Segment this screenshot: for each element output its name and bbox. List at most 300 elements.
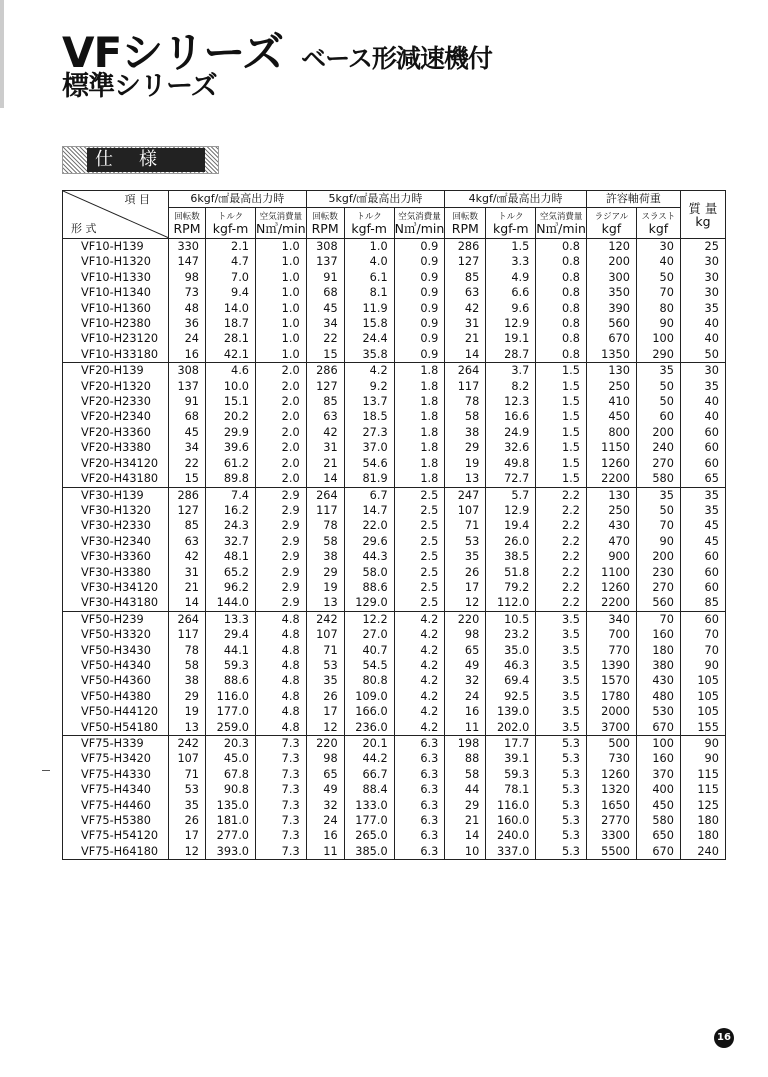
value-cell: 7.3 — [256, 751, 307, 766]
table-row — [63, 844, 726, 860]
value-cell: 78 — [169, 643, 206, 658]
value-cell: 4.8 — [256, 673, 307, 688]
sub-header-label: 空気消費量 — [539, 211, 583, 222]
value-cell: 5.7 — [486, 487, 536, 503]
value-cell: 1390 — [586, 658, 636, 673]
value-cell: 90.8 — [206, 782, 256, 797]
value-cell: 67.8 — [206, 767, 256, 782]
value-cell: 21 — [306, 456, 344, 471]
value-cell: 1.0 — [256, 347, 307, 363]
value-cell: 1.8 — [394, 456, 445, 471]
value-cell: 13.7 — [344, 394, 394, 409]
value-cell: 3.5 — [536, 720, 587, 736]
value-cell: 135.0 — [206, 798, 256, 813]
value-cell: 88.6 — [344, 580, 394, 595]
model-cell: VF50-H3430 — [63, 643, 169, 658]
value-cell: 6.3 — [394, 798, 445, 813]
value-cell: 91 — [306, 270, 344, 285]
value-cell: 32 — [306, 798, 344, 813]
value-cell: 286 — [306, 363, 344, 379]
value-cell: 160 — [636, 751, 680, 766]
value-cell: 85 — [680, 595, 725, 611]
value-cell: 15.1 — [206, 394, 256, 409]
value-cell: 236.0 — [344, 720, 394, 736]
value-cell: 3.5 — [536, 643, 587, 658]
value-cell: 5.3 — [536, 798, 587, 813]
table-row — [63, 487, 726, 503]
value-cell: 60 — [680, 580, 725, 595]
value-cell: 2.2 — [536, 503, 587, 518]
table-row — [63, 285, 726, 300]
value-cell: 1.8 — [394, 440, 445, 455]
value-cell: 147 — [169, 254, 206, 269]
value-cell: 1650 — [586, 798, 636, 813]
model-cell: VF20-H1320 — [63, 379, 169, 394]
value-cell: 670 — [636, 720, 680, 736]
value-cell: 90 — [680, 751, 725, 766]
value-cell: 385.0 — [344, 844, 394, 860]
value-cell: 220 — [306, 736, 344, 752]
value-cell: 35 — [445, 549, 486, 564]
value-cell: 31 — [169, 565, 206, 580]
table-row — [63, 409, 726, 424]
value-cell: 85 — [306, 394, 344, 409]
page-number: 16 — [714, 1028, 734, 1048]
value-cell: 12.3 — [486, 394, 536, 409]
table-row — [63, 549, 726, 564]
value-cell: 800 — [586, 425, 636, 440]
value-cell: 15 — [306, 347, 344, 363]
value-cell: 139.0 — [486, 704, 536, 719]
value-cell: 2200 — [586, 471, 636, 487]
value-cell: 27.0 — [344, 627, 394, 642]
value-cell: 133.0 — [344, 798, 394, 813]
value-cell: 330 — [169, 239, 206, 255]
value-cell: 10 — [445, 844, 486, 860]
value-cell: 6.1 — [344, 270, 394, 285]
value-cell: 160 — [636, 627, 680, 642]
value-cell: 3700 — [586, 720, 636, 736]
value-cell: 670 — [586, 331, 636, 346]
value-cell: 1.8 — [394, 409, 445, 424]
value-cell: 137 — [306, 254, 344, 269]
table-row — [63, 440, 726, 455]
value-cell: 4.8 — [256, 658, 307, 673]
value-cell: 177.0 — [344, 813, 394, 828]
value-cell: 3.7 — [486, 363, 536, 379]
value-cell: 4.8 — [256, 643, 307, 658]
value-cell: 12.9 — [486, 503, 536, 518]
model-cell: VF20-H3360 — [63, 425, 169, 440]
value-cell: 115 — [680, 782, 725, 797]
value-cell: 200 — [636, 425, 680, 440]
model-cell: VF20-H2340 — [63, 409, 169, 424]
value-cell: 137 — [169, 379, 206, 394]
value-cell: 63 — [306, 409, 344, 424]
value-cell: 240.0 — [486, 828, 536, 843]
table-row — [63, 503, 726, 518]
table-row — [63, 627, 726, 642]
value-cell: 116.0 — [486, 798, 536, 813]
value-cell: 2200 — [586, 595, 636, 611]
value-cell: 44.1 — [206, 643, 256, 658]
value-cell: 340 — [586, 611, 636, 627]
value-cell: 53 — [445, 534, 486, 549]
value-cell: 10.5 — [486, 611, 536, 627]
value-cell: 70 — [680, 643, 725, 658]
value-cell: 2.5 — [394, 580, 445, 595]
value-cell: 107 — [169, 751, 206, 766]
value-cell: 1.5 — [536, 363, 587, 379]
value-cell: 15.8 — [344, 316, 394, 331]
model-cell: VF75-H64180 — [63, 844, 169, 860]
sub-header-unit: N㎥/min — [256, 220, 306, 236]
model-cell: VF50-H3320 — [63, 627, 169, 642]
value-cell: 900 — [586, 549, 636, 564]
value-cell: 19 — [445, 456, 486, 471]
value-cell: 2.5 — [394, 595, 445, 611]
value-cell: 337.0 — [486, 844, 536, 860]
sub-header-label: トルク — [498, 211, 524, 222]
value-cell: 19 — [169, 704, 206, 719]
value-cell: 410 — [586, 394, 636, 409]
group-header-4kgf: 4kgf/㎠最高出力時 — [445, 191, 587, 208]
value-cell: 5.3 — [536, 813, 587, 828]
sub-header-cell — [169, 208, 206, 239]
table-row — [63, 534, 726, 549]
value-cell: 40 — [636, 254, 680, 269]
value-cell: 125 — [680, 798, 725, 813]
value-cell: 198 — [445, 736, 486, 752]
value-cell: 0.8 — [536, 285, 587, 300]
value-cell: 60 — [636, 409, 680, 424]
value-cell: 73 — [169, 285, 206, 300]
model-cell: VF50-H44120 — [63, 704, 169, 719]
value-cell: 650 — [636, 828, 680, 843]
value-cell: 45 — [680, 518, 725, 533]
value-cell: 32.6 — [486, 440, 536, 455]
value-cell: 2.2 — [536, 518, 587, 533]
value-cell: 45 — [169, 425, 206, 440]
value-cell: 2.1 — [206, 239, 256, 255]
value-cell: 50 — [636, 503, 680, 518]
table-row — [63, 363, 726, 379]
value-cell: 17.7 — [486, 736, 536, 752]
value-cell: 58 — [169, 658, 206, 673]
table-row — [63, 643, 726, 658]
value-cell: 80 — [636, 301, 680, 316]
value-cell: 45 — [306, 301, 344, 316]
value-cell: 71 — [445, 518, 486, 533]
value-cell: 14.0 — [206, 301, 256, 316]
value-cell: 1.5 — [536, 471, 587, 487]
value-cell: 2.0 — [256, 425, 307, 440]
value-cell: 50 — [636, 270, 680, 285]
value-cell: 30 — [680, 285, 725, 300]
value-cell: 1.8 — [394, 379, 445, 394]
value-cell: 116.0 — [206, 689, 256, 704]
value-cell: 120 — [586, 239, 636, 255]
value-cell: 0.8 — [536, 239, 587, 255]
value-cell: 42 — [306, 425, 344, 440]
value-cell: 105 — [680, 689, 725, 704]
value-cell: 12 — [169, 844, 206, 860]
value-cell: 117 — [445, 379, 486, 394]
value-cell: 117 — [306, 503, 344, 518]
value-cell: 46.3 — [486, 658, 536, 673]
value-cell: 40 — [680, 331, 725, 346]
value-cell: 35.8 — [344, 347, 394, 363]
value-cell: 130 — [586, 487, 636, 503]
sub-header-unit: kgf-m — [351, 220, 387, 236]
value-cell: 17 — [445, 580, 486, 595]
value-cell: 2.9 — [256, 549, 307, 564]
value-cell: 44.3 — [344, 549, 394, 564]
value-cell: 70 — [636, 611, 680, 627]
value-cell: 0.9 — [394, 239, 445, 255]
model-cell: VF50-H4380 — [63, 689, 169, 704]
value-cell: 4.8 — [256, 720, 307, 736]
value-cell: 1.0 — [256, 270, 307, 285]
value-cell: 1.8 — [394, 471, 445, 487]
value-cell: 393.0 — [206, 844, 256, 860]
value-cell: 264 — [169, 611, 206, 627]
table-row — [63, 767, 726, 782]
value-cell: 35 — [680, 301, 725, 316]
value-cell: 12.9 — [486, 316, 536, 331]
sub-header-unit: kgf-m — [492, 220, 529, 236]
value-cell: 4.7 — [206, 254, 256, 269]
value-cell: 65 — [680, 471, 725, 487]
value-cell: 5.3 — [536, 767, 587, 782]
value-cell: 9.6 — [486, 301, 536, 316]
value-cell: 13 — [169, 720, 206, 736]
value-cell: 242 — [306, 611, 344, 627]
value-cell: 19.4 — [486, 518, 536, 533]
value-cell: 0.9 — [394, 347, 445, 363]
value-cell: 130 — [586, 363, 636, 379]
value-cell: 8.2 — [486, 379, 536, 394]
corner-model-label: 形 式 — [71, 222, 97, 235]
model-cell: VF30-H3360 — [63, 549, 169, 564]
value-cell: 29 — [169, 689, 206, 704]
value-cell: 1150 — [586, 440, 636, 455]
value-cell: 1.5 — [536, 456, 587, 471]
table-row — [63, 301, 726, 316]
value-cell: 1.8 — [394, 363, 445, 379]
value-cell: 20.1 — [344, 736, 394, 752]
value-cell: 2770 — [586, 813, 636, 828]
value-cell: 16 — [306, 828, 344, 843]
model-cell: VF75-H4330 — [63, 767, 169, 782]
value-cell: 264 — [306, 487, 344, 503]
value-cell: 180 — [680, 813, 725, 828]
value-cell: 20.3 — [206, 736, 256, 752]
value-cell: 80.8 — [344, 673, 394, 688]
sub-header-cell — [636, 208, 680, 239]
sub-header-unit: N㎥/min — [536, 220, 586, 236]
value-cell: 54.5 — [344, 658, 394, 673]
value-cell: 81.9 — [344, 471, 394, 487]
value-cell: 4.6 — [206, 363, 256, 379]
value-cell: 2.0 — [256, 409, 307, 424]
value-cell: 250 — [586, 503, 636, 518]
value-cell: 202.0 — [486, 720, 536, 736]
value-cell: 290 — [636, 347, 680, 363]
value-cell: 70 — [636, 285, 680, 300]
value-cell: 0.9 — [394, 254, 445, 269]
model-cell: VF75-H4340 — [63, 782, 169, 797]
value-cell: 24 — [445, 689, 486, 704]
value-cell: 560 — [586, 316, 636, 331]
value-cell: 100 — [636, 331, 680, 346]
value-cell: 53 — [306, 658, 344, 673]
sub-header-cell — [206, 208, 256, 239]
value-cell: 48.1 — [206, 549, 256, 564]
value-cell: 60 — [680, 456, 725, 471]
value-cell: 300 — [586, 270, 636, 285]
value-cell: 24 — [306, 813, 344, 828]
title-suffix: ベース形減速機付 — [301, 44, 492, 73]
model-cell: VF10-H1330 — [63, 270, 169, 285]
value-cell: 5500 — [586, 844, 636, 860]
value-cell: 2.5 — [394, 549, 445, 564]
value-cell: 4.2 — [394, 704, 445, 719]
value-cell: 50 — [680, 347, 725, 363]
sub-header-label: 空気消費量 — [259, 211, 303, 222]
value-cell: 58 — [445, 767, 486, 782]
value-cell: 5.3 — [536, 736, 587, 752]
value-cell: 580 — [636, 813, 680, 828]
sub-header-cell — [536, 208, 587, 239]
value-cell: 51.8 — [486, 565, 536, 580]
value-cell: 2.0 — [256, 379, 307, 394]
value-cell: 286 — [169, 487, 206, 503]
value-cell: 35 — [680, 487, 725, 503]
value-cell: 68 — [306, 285, 344, 300]
model-cell: VF50-H239 — [63, 611, 169, 627]
value-cell: 1.0 — [256, 316, 307, 331]
value-cell: 29.6 — [344, 534, 394, 549]
value-cell: 40.7 — [344, 643, 394, 658]
table-row — [63, 828, 726, 843]
value-cell: 3.5 — [536, 704, 587, 719]
value-cell: 28.1 — [206, 331, 256, 346]
value-cell: 71 — [169, 767, 206, 782]
value-cell: 2.0 — [256, 394, 307, 409]
value-cell: 24.9 — [486, 425, 536, 440]
value-cell: 15 — [169, 471, 206, 487]
value-cell: 180 — [680, 828, 725, 843]
value-cell: 9.4 — [206, 285, 256, 300]
value-cell: 35.0 — [486, 643, 536, 658]
value-cell: 200 — [586, 254, 636, 269]
value-cell: 3.3 — [486, 254, 536, 269]
value-cell: 31 — [445, 316, 486, 331]
value-cell: 105 — [680, 704, 725, 719]
value-cell: 127 — [306, 379, 344, 394]
group-header-allowable-load: 許容軸荷重 — [586, 191, 680, 208]
value-cell: 39.1 — [486, 751, 536, 766]
value-cell: 88 — [445, 751, 486, 766]
value-cell: 27.3 — [344, 425, 394, 440]
sub-header-unit: kgf-m — [212, 220, 249, 236]
value-cell: 2.2 — [536, 565, 587, 580]
value-cell: 264 — [445, 363, 486, 379]
value-cell: 2.5 — [394, 534, 445, 549]
value-cell: 2000 — [586, 704, 636, 719]
value-cell: 72.7 — [486, 471, 536, 487]
value-cell: 91 — [169, 394, 206, 409]
table-row — [63, 673, 726, 688]
sub-header-label: ラジアル — [594, 211, 629, 222]
sub-header-cell — [306, 208, 344, 239]
table-row — [63, 347, 726, 363]
value-cell: 26 — [169, 813, 206, 828]
value-cell: 4.8 — [256, 689, 307, 704]
value-cell: 127 — [169, 503, 206, 518]
value-cell: 1.0 — [256, 301, 307, 316]
value-cell: 26 — [445, 565, 486, 580]
value-cell: 10.0 — [206, 379, 256, 394]
model-cell: VF20-H139 — [63, 363, 169, 379]
value-cell: 42 — [445, 301, 486, 316]
model-cell: VF75-H4460 — [63, 798, 169, 813]
value-cell: 78.1 — [486, 782, 536, 797]
table-row — [63, 394, 726, 409]
value-cell: 166.0 — [344, 704, 394, 719]
value-cell: 2.9 — [256, 487, 307, 503]
value-cell: 6.3 — [394, 782, 445, 797]
value-cell: 0.8 — [536, 270, 587, 285]
value-cell: 26 — [306, 689, 344, 704]
value-cell: 70 — [680, 627, 725, 642]
value-cell: 34 — [169, 440, 206, 455]
value-cell: 4.2 — [394, 720, 445, 736]
value-cell: 49 — [306, 782, 344, 797]
value-cell: 8.1 — [344, 285, 394, 300]
value-cell: 30 — [680, 363, 725, 379]
sub-header-label: 回転数 — [312, 211, 338, 222]
value-cell: 35 — [680, 503, 725, 518]
table-row — [63, 813, 726, 828]
value-cell: 0.9 — [394, 316, 445, 331]
value-cell: 180 — [636, 643, 680, 658]
model-cell: VF10-H139 — [63, 239, 169, 255]
value-cell: 98 — [169, 270, 206, 285]
model-cell: VF10-H23120 — [63, 331, 169, 346]
model-cell: VF20-H2330 — [63, 394, 169, 409]
value-cell: 3.5 — [536, 689, 587, 704]
value-cell: 105 — [680, 673, 725, 688]
value-cell: 4.2 — [394, 627, 445, 642]
value-cell: 50 — [636, 379, 680, 394]
value-cell: 277.0 — [206, 828, 256, 843]
value-cell: 7.3 — [256, 767, 307, 782]
value-cell: 29.4 — [206, 627, 256, 642]
value-cell: 670 — [636, 844, 680, 860]
sub-header-label: トルク — [217, 211, 244, 222]
model-cell: VF20-H43180 — [63, 471, 169, 487]
value-cell: 530 — [636, 704, 680, 719]
group-header-6kgf: 6kgf/㎠最高出力時 — [169, 191, 307, 208]
value-cell: 2.0 — [256, 363, 307, 379]
value-cell: 89.8 — [206, 471, 256, 487]
value-cell: 5.3 — [536, 844, 587, 860]
value-cell: 45 — [680, 534, 725, 549]
value-cell: 26.0 — [486, 534, 536, 549]
sub-header-label: スラスト — [641, 211, 676, 222]
